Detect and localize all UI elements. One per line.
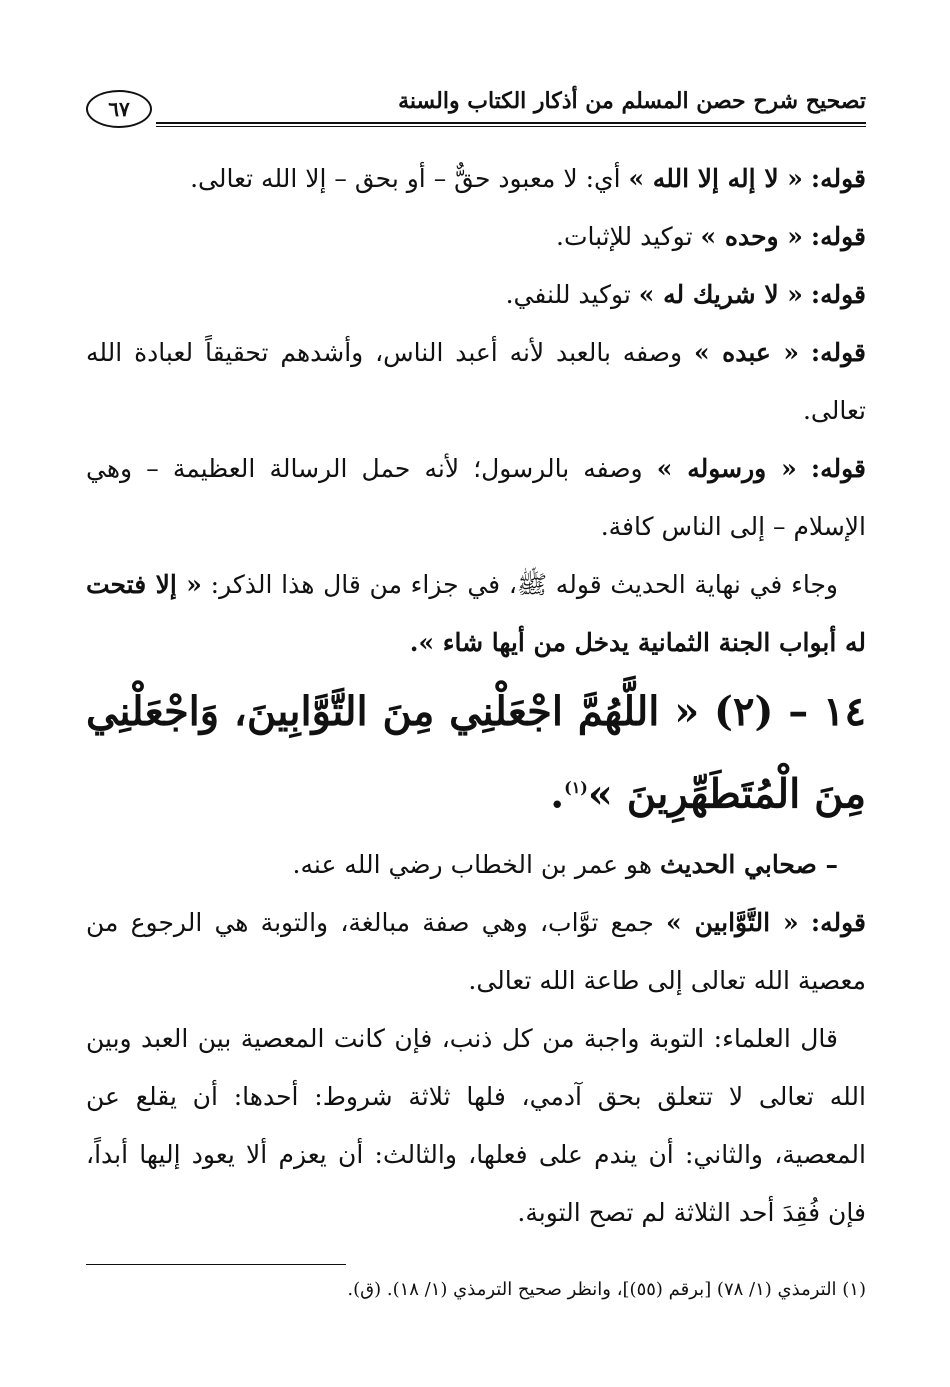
text: توكيد للإثبات.: [556, 222, 701, 251]
paragraph-hadith-end: [86, 556, 866, 672]
label: قوله:: [810, 908, 866, 938]
quote: « لا إله إلا الله »: [628, 164, 803, 193]
dhikr-heading: [86, 674, 866, 832]
text: وصفه بالرسول؛ لأنه حمل الرسالة العظيمة – وهي الإسلام – إلى الناس كافة.: [86, 454, 866, 541]
footnote: (١) الترمذي (١/ ٧٨) [برقم (٥٥)]، وانظر صحيح الترمذي (١/ ١٨). (ق).: [347, 1279, 866, 1301]
quote: « لا شريك له »: [638, 280, 803, 309]
heading-end: .: [550, 770, 565, 818]
quote: « وحده »: [700, 222, 803, 251]
label: – صحابي الحديث: [659, 850, 838, 880]
page-number: ٦٧: [86, 90, 152, 128]
heading-number: ١٤ – (٢): [714, 688, 866, 735]
paragraph-sahabi: [86, 836, 866, 894]
paragraph-rasuluhu: [86, 440, 866, 556]
paragraph-wahdahu: [86, 208, 866, 266]
paragraph-tawba-conditions: قال العلماء: التوبة واجبة من كل ذنب، فإن كانت المعصية بين العبد وبين الله تعالى لا تتعلق بحق آدمي، فلها ثلاثة شروط: أحدها: أن يقلع عن المعصية، والثاني: أن يندم على فعلها، والثالث: أن يعزم ألا يعود إليها أبداً، فإن فُقِدَ أحد الثلاثة لم تصح التوبة.: [86, 1024, 866, 1228]
quote: « التَّوَّابين »: [666, 908, 799, 938]
text: هو عمر بن الخطاب رضي الله عنه.: [292, 850, 660, 880]
quote: « إلا فتحت له أبواب الجنة الثمانية يدخل من أيها شاء ».: [86, 570, 866, 657]
header-rule: [156, 122, 866, 124]
text: وصفه بالعبد لأنه أعبد الناس، وأشدهم تحقيقاً لعبادة الله تعالى.: [86, 338, 866, 425]
page-header: [86, 82, 866, 132]
footnote-ref: (١): [564, 778, 588, 797]
paragraph-la-sharika: [86, 266, 866, 324]
text: وجاء في نهاية الحديث قوله ﷺ، في جزاء من قال هذا الذكر:: [201, 570, 838, 599]
label: قوله:: [810, 338, 866, 367]
label: قوله:: [810, 280, 866, 309]
quote: « عبده »: [693, 338, 800, 367]
page-body: [86, 150, 866, 1305]
quote: « ورسوله »: [656, 454, 797, 483]
text: أي: لا معبود حقٌّ – أو بحق – إلا الله تعالى.: [190, 164, 629, 193]
label: قوله:: [810, 164, 866, 193]
paragraph-la-ilaha: [86, 150, 866, 208]
heading-text: « اللَّهُمَّ اجْعَلْنِي مِنَ التَّوَّابِينَ، وَاجْعَلْنِي مِنَ الْمُتَطَهِّرِينَ »: [86, 688, 866, 818]
header-rule-thin: [156, 126, 866, 127]
paragraph-tawwabin: [86, 894, 866, 1010]
text: توكيد للنفي.: [505, 280, 639, 309]
paragraph-abduhu: [86, 324, 866, 440]
label: قوله:: [810, 454, 866, 483]
text: جمع توَّاب، وهي صفة مبالغة، والتوبة هي الرجوع من معصية الله تعالى إلى طاعة الله تعالى.: [86, 908, 866, 996]
footnote-rule: [86, 1264, 346, 1265]
label: قوله:: [810, 222, 866, 251]
running-title: تصحيح شرح حصن المسلم من أذكار الكتاب والسنة: [398, 88, 866, 114]
